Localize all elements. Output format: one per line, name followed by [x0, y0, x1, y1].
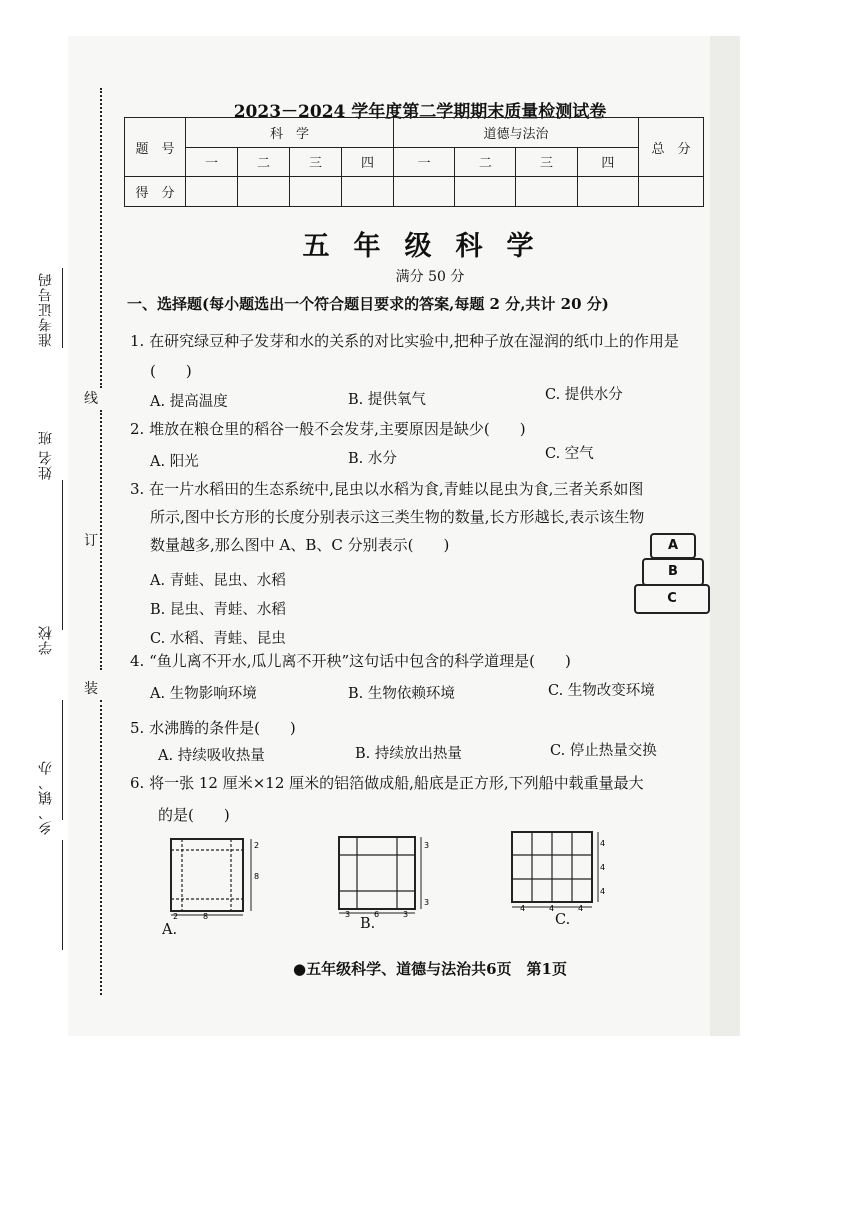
question-2-text: 2. 堆放在粮仓里的稻谷一般不会发芽,主要原因是缺少( ) — [130, 420, 526, 438]
score-table — [124, 117, 704, 207]
question-6-text-line2: 的是( ) — [158, 806, 230, 824]
question-2-option-b[interactable]: B. 水分 — [348, 451, 397, 467]
col-3: 三 — [290, 147, 342, 177]
question-1-option-c[interactable]: C. 提供水分 — [545, 387, 623, 403]
question-5-text: 5. 水沸腾的条件是( ) — [130, 719, 296, 737]
score-cell[interactable] — [577, 177, 638, 207]
boat-b-side-label: 3 — [424, 898, 430, 907]
school-label: 学校 — [38, 625, 54, 655]
name-label: 姓名 — [38, 450, 54, 480]
question-3-option-b[interactable]: B. 昆虫、青蛙、水稻 — [150, 602, 286, 618]
boat-diagram-c — [508, 828, 608, 913]
question-4-option-a[interactable]: A. 生物影响环境 — [150, 686, 257, 702]
cut-line — [100, 700, 102, 995]
boat-c-bottom-label: 4 — [549, 904, 555, 913]
question-1-text: 1. 在研究绿豆种子发芽和水的关系的对比实验中,把种子放在湿润的纸巾上的作用是 — [130, 332, 679, 350]
class-label: 班 — [38, 430, 54, 445]
line-mark: 线 — [84, 391, 98, 407]
col-6: 二 — [455, 147, 516, 177]
section-heading: 一、选择题(每小题选出一个符合题目要求的答案,每题 2 分,共计 20 分) — [127, 295, 609, 313]
score-cell[interactable] — [342, 177, 394, 207]
col-4: 四 — [342, 147, 394, 177]
boat-c-bottom-label: 4 — [578, 904, 584, 913]
seal-mark: 装 — [84, 681, 98, 697]
score-cell[interactable] — [238, 177, 290, 207]
col-2: 二 — [238, 147, 290, 177]
question-4-option-b[interactable]: B. 生物依赖环境 — [348, 686, 455, 702]
boat-b-bottom-side-label: 3 — [345, 910, 351, 918]
paper-edge-shadow — [710, 36, 740, 1036]
score-cell[interactable] — [455, 177, 516, 207]
boat-c-bottom-label: 4 — [520, 904, 526, 913]
question-4-text: 4. “鱼儿离不开水,瓜儿离不开秧”这句话中包含的科学道理是( ) — [130, 652, 571, 670]
col-5: 一 — [394, 147, 455, 177]
question-4-option-c[interactable]: C. 生物改变环境 — [548, 683, 655, 699]
boat-a-bottom-mid-label: 8 — [203, 912, 209, 920]
boat-c-side-label: 4 — [600, 863, 606, 872]
figure-box-c: C — [634, 584, 710, 614]
figure-box-a: A — [650, 533, 696, 559]
boat-a-right-mid-label: 8 — [254, 872, 260, 881]
col-7: 三 — [516, 147, 577, 177]
exam-id-label: 准考证号码 — [38, 272, 54, 347]
boat-b-side-label: 3 — [424, 841, 430, 850]
question-3-option-c[interactable]: C. 水稻、青蛙、昆虫 — [150, 631, 286, 647]
question-6-option-a[interactable]: A. — [162, 922, 178, 938]
bind-mark: 订 — [84, 533, 98, 549]
score-cell[interactable] — [186, 177, 238, 207]
boat-diagram-b — [335, 833, 435, 918]
exam-title: 五年级科学 — [302, 231, 558, 262]
col-1: 一 — [186, 147, 238, 177]
margin-line — [62, 268, 63, 348]
question-2-option-a[interactable]: A. 阳光 — [150, 454, 199, 470]
total-score-cell[interactable] — [639, 177, 704, 207]
margin-line — [62, 700, 63, 820]
score-cell[interactable] — [290, 177, 342, 207]
paper-title: 2023－2024 学年度第二学期期末质量检测试卷 — [233, 102, 607, 122]
question-1-option-a[interactable]: A. 提高温度 — [150, 394, 228, 410]
science-header: 科 学 — [186, 118, 394, 148]
question-6-option-b[interactable]: B. — [360, 916, 376, 932]
question-1-option-b[interactable]: B. 提供氧气 — [348, 392, 426, 408]
question-5-option-c[interactable]: C. 停止热量交换 — [550, 743, 657, 759]
boat-c-side-label: 4 — [600, 887, 606, 896]
question-3-option-a[interactable]: A. 青蛙、昆虫、水稻 — [150, 573, 286, 589]
question-3-text-line2: 所示,图中长方形的长度分别表示这三类生物的数量,长方形越长,表示该生物 — [150, 508, 645, 526]
question-5-option-b[interactable]: B. 持续放出热量 — [355, 746, 462, 762]
boat-a-bottom-side-label: 2 — [173, 912, 179, 920]
page-footer: ●五年级科学、道德与法治共6页 第1页 — [293, 960, 567, 978]
boat-c-side-label: 4 — [600, 839, 606, 848]
question-3-text-line3: 数量越多,那么图中 A、B、C 分别表示( ) — [150, 536, 450, 554]
cut-line — [100, 410, 102, 670]
question-6-option-c[interactable]: C. — [555, 912, 571, 928]
question-3-text-line1: 3. 在一片水稻田的生态系统中,昆虫以水稻为食,青蛙以昆虫为食,三者关系如图 — [130, 480, 644, 498]
moral-header: 道德与法治 — [394, 118, 639, 148]
score-cell[interactable] — [516, 177, 577, 207]
total-header: 总 分 — [639, 118, 704, 177]
question-5-option-a[interactable]: A. 持续吸收热量 — [158, 748, 265, 764]
row-label-score: 得 分 — [125, 177, 186, 207]
figure-box-b: B — [642, 558, 704, 586]
boat-a-side-label: 2 — [254, 841, 260, 850]
question-6-text-line1: 6. 将一张 12 厘米×12 厘米的铝箔做成船,船底是正方形,下列船中载重量最大 — [130, 774, 644, 792]
township-label: 乡、镇、办 — [38, 760, 54, 835]
question-2-option-c[interactable]: C. 空气 — [545, 446, 594, 462]
margin-line — [62, 480, 63, 630]
boat-b-bottom-side-label: 3 — [403, 910, 409, 918]
score-cell[interactable] — [394, 177, 455, 207]
boat-diagram-a — [165, 835, 265, 920]
cut-line — [100, 88, 102, 388]
col-8: 四 — [577, 147, 638, 177]
boat-b-bottom-mid-label: 6 — [374, 910, 380, 918]
full-marks: 满分 50 分 — [395, 269, 465, 285]
margin-line — [62, 840, 63, 950]
row-label-number: 题 号 — [125, 118, 186, 177]
question-1-answer-blank[interactable]: ( ) — [150, 362, 192, 380]
